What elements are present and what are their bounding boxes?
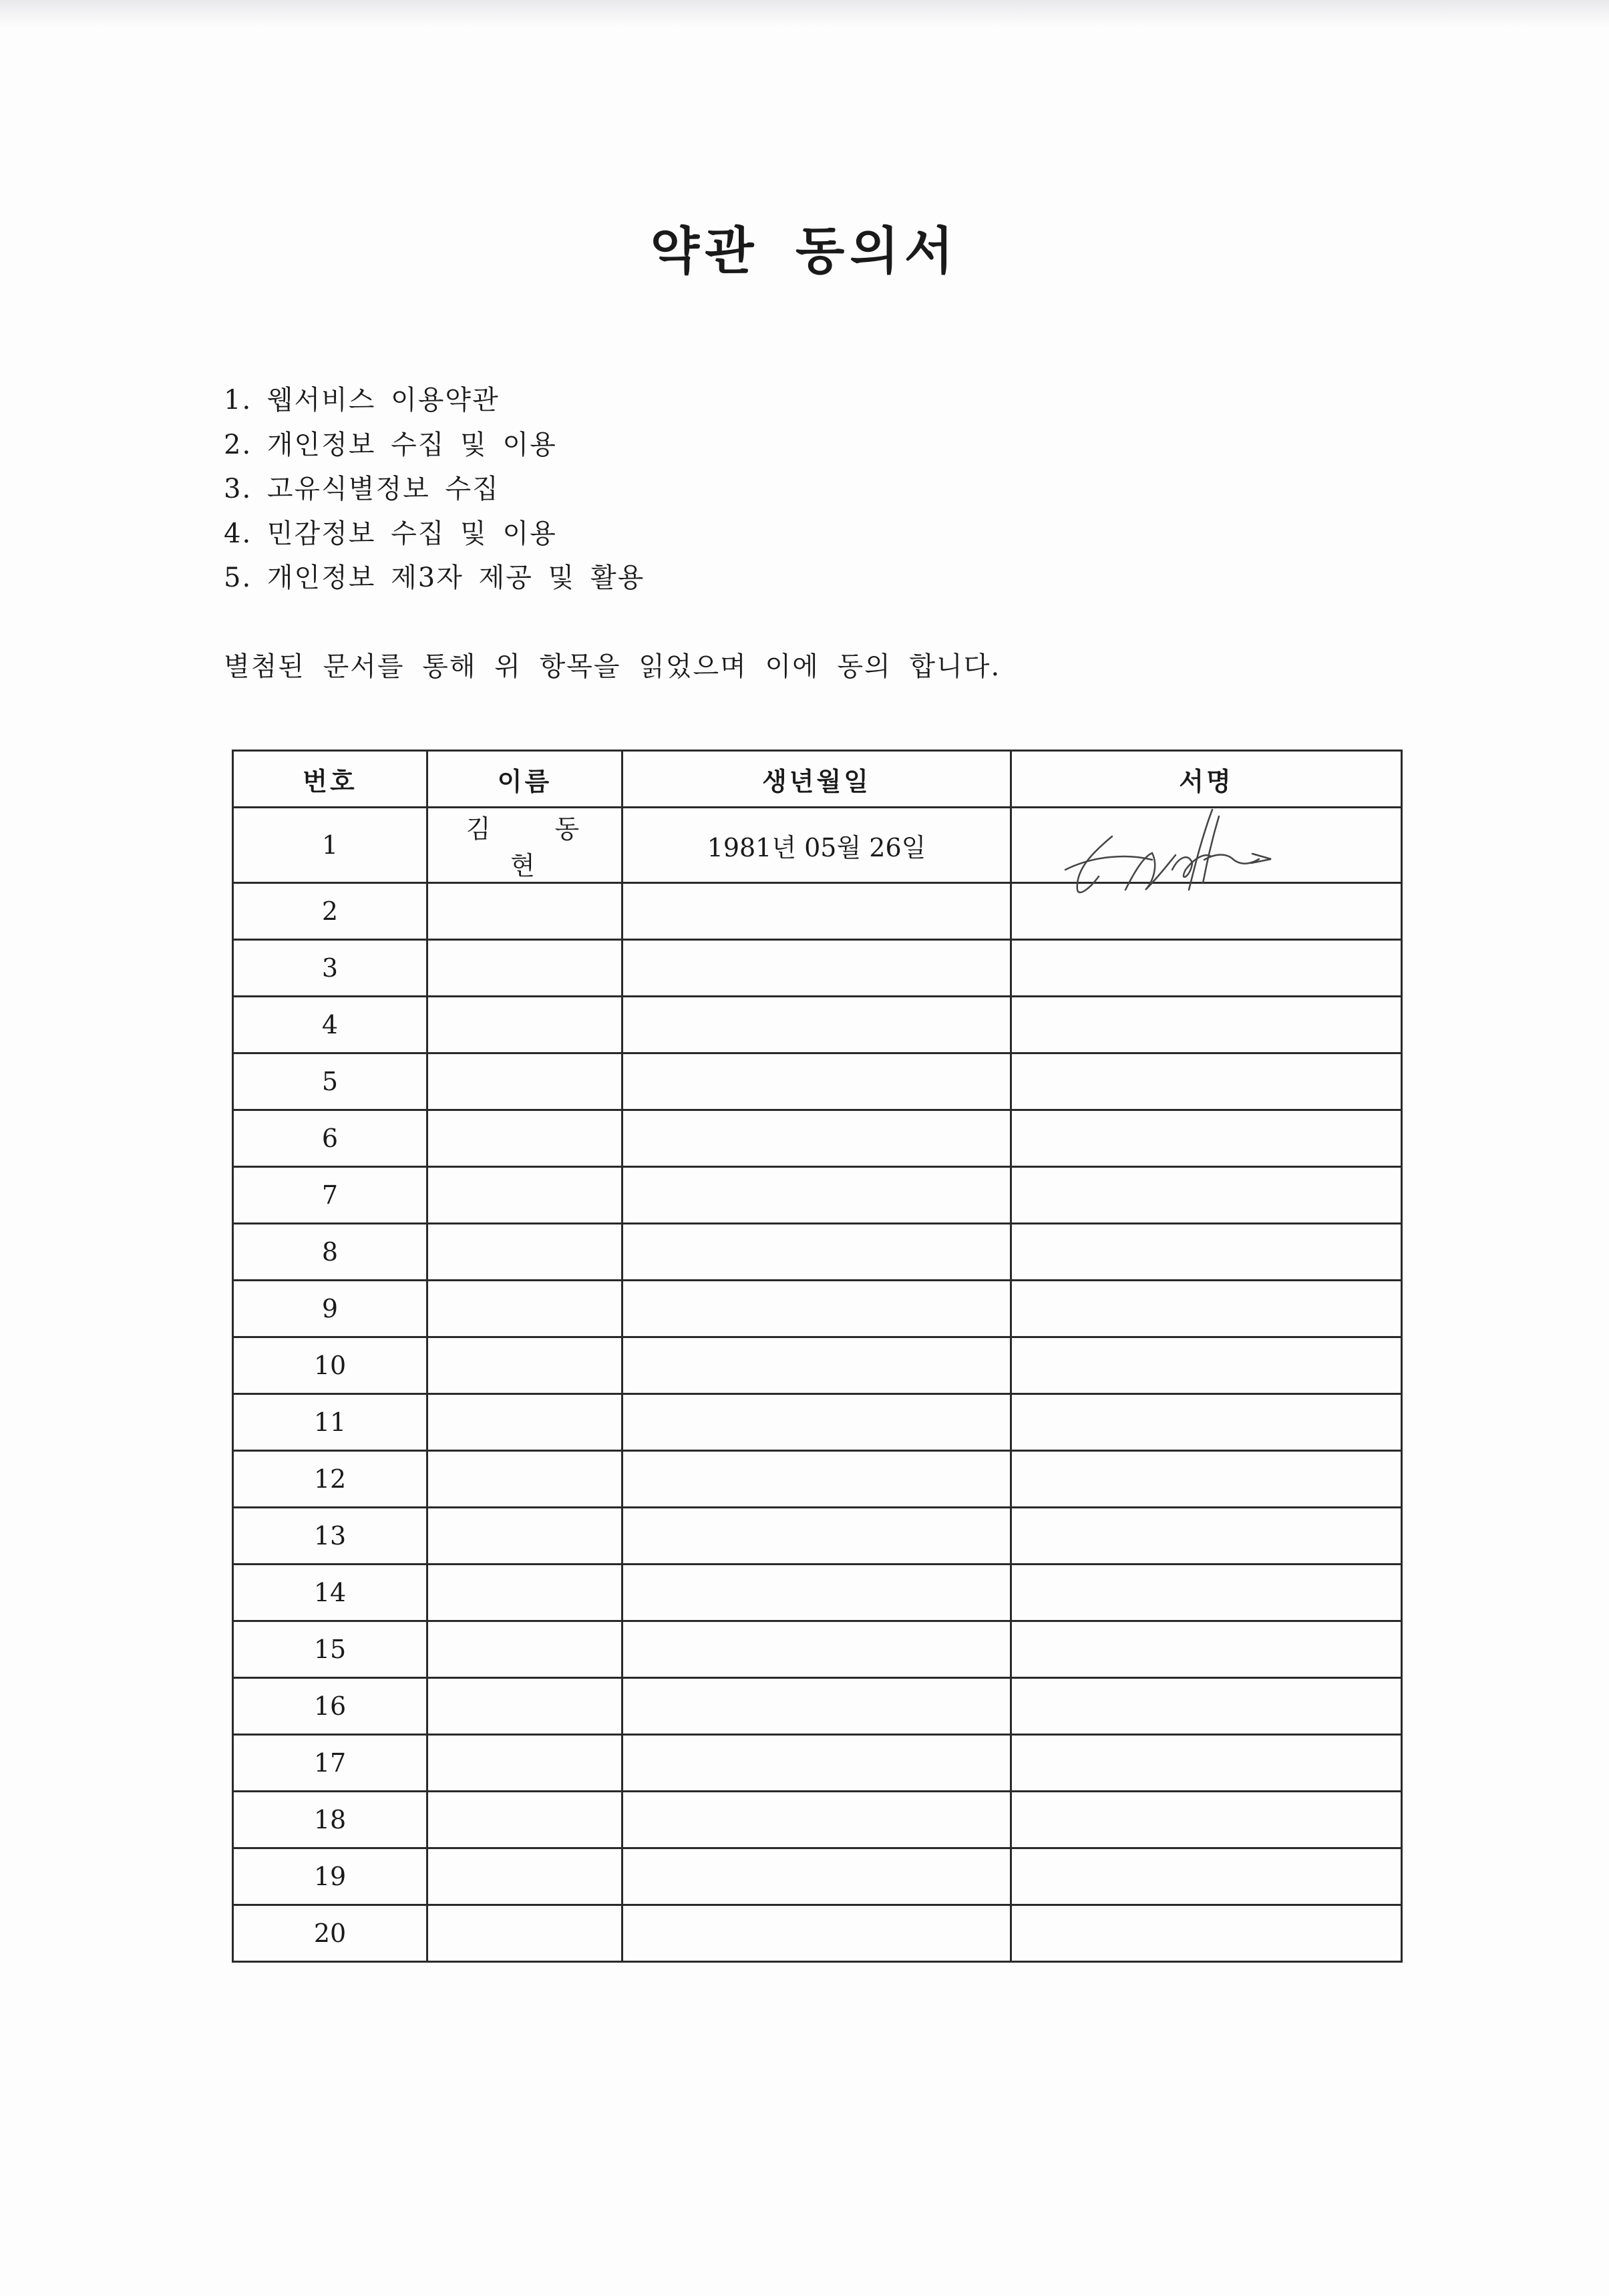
name-cell <box>427 1905 622 1962</box>
table-row <box>233 1621 1402 1678</box>
name-cell <box>427 1224 622 1281</box>
row-number-cell: 6 <box>233 1110 427 1167</box>
table-row <box>233 1053 1402 1110</box>
terms-list <box>224 378 645 601</box>
birthdate-cell <box>622 1053 1011 1110</box>
row-number-cell: 8 <box>233 1224 427 1281</box>
name-cell <box>427 1735 622 1792</box>
row-number-cell: 17 <box>233 1735 427 1792</box>
signature-cell <box>1011 1224 1402 1281</box>
row-number-cell: 14 <box>233 1565 427 1621</box>
signature-image-wrap <box>1012 818 1401 872</box>
signature-cell <box>1011 1565 1402 1621</box>
row-number-cell: 13 <box>233 1508 427 1565</box>
signature-table <box>232 750 1403 1963</box>
birthdate-cell <box>622 1394 1011 1451</box>
name-cell <box>427 1110 622 1167</box>
table-body <box>233 808 1402 1962</box>
birthdate-cell <box>622 1621 1011 1678</box>
row-number-cell: 18 <box>233 1792 427 1848</box>
header-birthdate: 생년월일 <box>622 751 1011 808</box>
birthdate-cell <box>622 940 1011 997</box>
row-number-cell: 9 <box>233 1281 427 1337</box>
signature-cell <box>1011 1905 1402 1962</box>
row-number-cell: 10 <box>233 1337 427 1394</box>
table-row <box>233 1565 1402 1621</box>
row-number-cell: 5 <box>233 1053 427 1110</box>
terms-item: 4. 민감정보 수집 및 이용 <box>224 518 557 549</box>
birthdate-cell: 1981년 05월 26일 <box>622 808 1011 883</box>
row-number-cell: 16 <box>233 1678 427 1735</box>
signature-cell <box>1011 1337 1402 1394</box>
signature-cell <box>1011 1792 1402 1848</box>
name-cell <box>427 997 622 1053</box>
table-row <box>233 1735 1402 1792</box>
birthdate-cell <box>622 1110 1011 1167</box>
table-row <box>233 1110 1402 1167</box>
terms-item: 2. 개인정보 수집 및 이용 <box>224 429 557 460</box>
birthdate-cell <box>622 1451 1011 1508</box>
birthdate-cell <box>622 1508 1011 1565</box>
signature-cell <box>1011 997 1402 1053</box>
table-row <box>233 808 1402 883</box>
signature-cell <box>1011 1053 1402 1110</box>
table-row <box>233 1905 1402 1962</box>
terms-item: 1. 웹서비스 이용약관 <box>224 385 500 416</box>
birthdate-cell <box>622 1337 1011 1394</box>
name-cell <box>427 1508 622 1565</box>
signature-cell <box>1011 1678 1402 1735</box>
signature-cell <box>1011 1508 1402 1565</box>
name-cell <box>427 1394 622 1451</box>
name-cell <box>427 1451 622 1508</box>
birthdate-cell <box>622 1678 1011 1735</box>
birthdate-cell <box>622 1735 1011 1792</box>
document-title: 약관 동의서 <box>650 221 959 281</box>
signature-stroke <box>1189 810 1212 890</box>
table-row <box>233 1281 1402 1337</box>
signature-cell <box>1011 1167 1402 1224</box>
table-row <box>233 1508 1402 1565</box>
name-cell: 김 동 현 <box>427 808 622 883</box>
signature-stroke <box>1077 836 1112 892</box>
name-cell <box>427 883 622 940</box>
name-cell <box>427 1565 622 1621</box>
signature-stroke <box>1204 855 1259 864</box>
name-cell <box>427 940 622 997</box>
name-cell <box>427 1053 622 1110</box>
handwritten-signature <box>1052 790 1292 910</box>
row-number-cell: 2 <box>233 883 427 940</box>
signature-cell <box>1011 1451 1402 1508</box>
birthdate-cell <box>622 883 1011 940</box>
name-cell <box>427 1281 622 1337</box>
table-row <box>233 997 1402 1053</box>
signature-cell <box>1011 1394 1402 1451</box>
birthdate-cell <box>622 997 1011 1053</box>
header-name: 이름 <box>427 751 622 808</box>
table-row <box>233 1394 1402 1451</box>
table-row <box>233 1792 1402 1848</box>
row-number-cell: 1 <box>233 808 427 883</box>
table-row <box>233 1678 1402 1735</box>
table-row <box>233 1848 1402 1905</box>
name-cell <box>427 1337 622 1394</box>
header-signature: 서명 <box>1011 751 1402 808</box>
birthdate-cell <box>622 1167 1011 1224</box>
row-number-cell: 11 <box>233 1394 427 1451</box>
signature-stroke <box>1251 854 1271 863</box>
name-cell <box>427 1848 622 1905</box>
row-number-cell: 12 <box>233 1451 427 1508</box>
table-row <box>233 1167 1402 1224</box>
signature-cell <box>1011 808 1402 883</box>
birthdate-cell <box>622 1792 1011 1848</box>
signature-cell <box>1011 1621 1402 1678</box>
table-row <box>233 940 1402 997</box>
name-cell <box>427 1678 622 1735</box>
header-number: 번호 <box>233 751 427 808</box>
table-row <box>233 1224 1402 1281</box>
row-number-cell: 4 <box>233 997 427 1053</box>
table-row <box>233 1337 1402 1394</box>
row-number-cell: 19 <box>233 1848 427 1905</box>
name-cell <box>427 1167 622 1224</box>
birthdate-cell <box>622 1848 1011 1905</box>
row-number-cell: 7 <box>233 1167 427 1224</box>
birthdate-cell <box>622 1905 1011 1962</box>
terms-item: 3. 고유식별정보 수집 <box>224 474 500 504</box>
row-number-cell: 15 <box>233 1621 427 1678</box>
signature-stroke <box>1203 816 1219 883</box>
signature-cell <box>1011 940 1402 997</box>
terms-item: 5. 개인정보 제3자 제공 및 활용 <box>224 562 645 593</box>
consent-statement: 별첨된 문서를 통해 위 항목을 읽었으며 이에 동의 합니다. <box>224 651 1001 682</box>
name-cell <box>427 1792 622 1848</box>
birthdate-cell <box>622 1224 1011 1281</box>
signature-cell <box>1011 1735 1402 1792</box>
signature-cell <box>1011 1110 1402 1167</box>
birthdate-cell <box>622 1565 1011 1621</box>
birthdate-cell <box>622 1281 1011 1337</box>
row-number-cell: 20 <box>233 1905 427 1962</box>
row-number-cell: 3 <box>233 940 427 997</box>
signature-cell <box>1011 1281 1402 1337</box>
signature-cell <box>1011 1848 1402 1905</box>
scan-edge-shadow <box>0 0 1609 27</box>
table-row <box>233 1451 1402 1508</box>
name-cell <box>427 1621 622 1678</box>
signature-stroke <box>1065 856 1152 870</box>
